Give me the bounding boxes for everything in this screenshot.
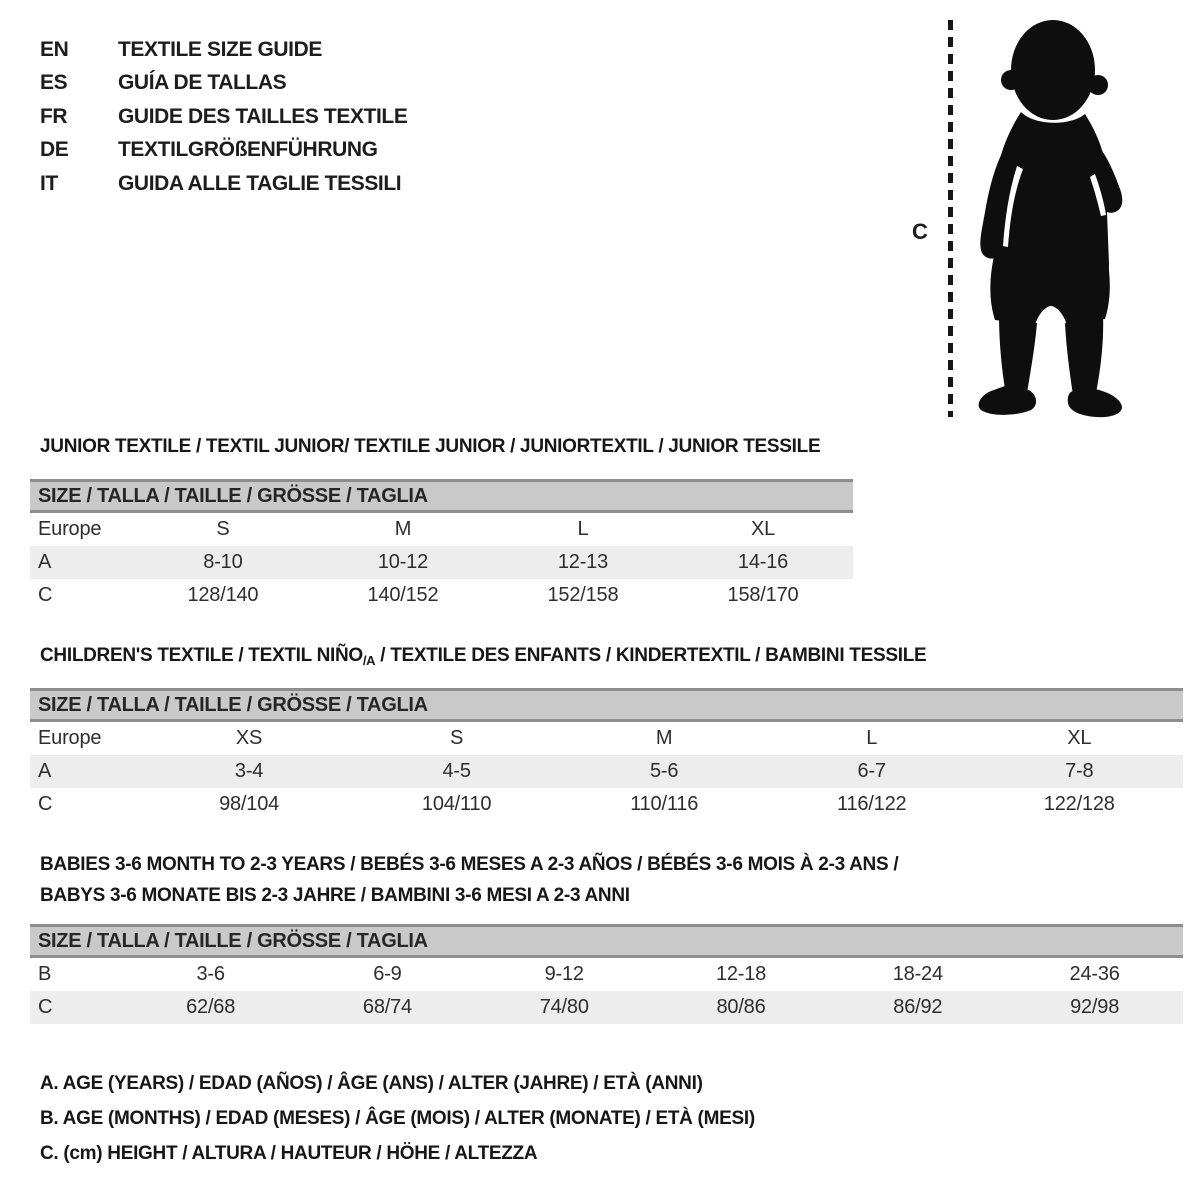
babies-title-line1: BABIES 3-6 MONTH TO 2-3 YEARS / BEBÉS 3-6 MESES A 2-3 AÑOS / BÉBÉS 3-6 MOIS À 2-3 ANS / <box>40 854 899 875</box>
table-row <box>30 991 1183 1024</box>
table-row <box>30 788 1183 821</box>
table-header-label: SIZE / TALLA / TAILLE / GRÖSSE / TAGLIA <box>38 484 428 507</box>
table-header-band <box>30 691 1183 722</box>
children-title-text: / TEXTILE DES ENFANTS / KINDERTEXTIL / BAMBINI TESSILE <box>375 645 927 666</box>
table-cell: 122/128 <box>1043 793 1115 815</box>
table-row <box>30 546 853 579</box>
table-cell: 6-7 <box>857 760 886 782</box>
junior-size-table <box>30 479 853 612</box>
junior-section-title: JUNIOR TEXTILE / TEXTIL JUNIOR/ TEXTILE JUNIOR / JUNIORTEXTIL / JUNIOR TESSILE <box>40 436 821 457</box>
height-measure-label: C <box>912 219 928 244</box>
table-row <box>30 722 1183 755</box>
table-cell: XL <box>750 518 776 540</box>
table-header-band <box>30 482 853 513</box>
language-code: EN <box>40 37 69 61</box>
table-cell: XL <box>1067 727 1092 749</box>
table-cell: 18-24 <box>892 963 943 985</box>
table-cell: 5-6 <box>650 760 679 782</box>
table-header-band <box>30 927 1183 958</box>
babies-title-line2: BABYS 3-6 MONATE BIS 2-3 JAHRE / BAMBINI 3-6 MESI A 2-3 ANNI <box>40 885 630 906</box>
table-cell: 62/68 <box>186 996 236 1018</box>
table-cell: 92/98 <box>1070 996 1120 1018</box>
language-row <box>40 134 407 168</box>
guide-title: TEXTILE SIZE GUIDE <box>118 37 322 61</box>
table-cell: 98/104 <box>219 793 280 815</box>
language-code: IT <box>40 171 58 195</box>
row-label: A <box>38 760 52 782</box>
table-row <box>30 958 1183 991</box>
table-cell: L <box>577 518 589 540</box>
table-cell: S <box>450 727 464 749</box>
table-cell: 128/140 <box>187 584 259 606</box>
table-cell: L <box>866 727 878 749</box>
table-row <box>30 755 1183 788</box>
table-cell: 158/170 <box>727 584 799 606</box>
row-label: A <box>38 551 52 573</box>
table-cell: S <box>216 518 230 540</box>
table-cell: 3-4 <box>234 760 264 782</box>
table-cell: M <box>394 518 412 540</box>
children-title-text: CHILDREN'S TEXTILE / TEXTIL NIÑO <box>40 645 363 666</box>
table-cell: 12-18 <box>715 963 767 985</box>
language-row <box>40 33 407 67</box>
table-cell: 104/110 <box>421 793 492 815</box>
table-cell: 9-12 <box>544 963 584 985</box>
table-cell: XS <box>235 727 263 749</box>
row-label: Europe <box>38 727 102 749</box>
table-cell: 24-36 <box>1069 963 1120 985</box>
language-row <box>40 67 407 101</box>
row-label: C <box>38 996 53 1018</box>
guide-title: GUIDA ALLE TAGLIE TESSILI <box>118 171 402 195</box>
legend-age-years: A. AGE (YEARS) / EDAD (AÑOS) / ÂGE (ANS) / ALTER (JAHRE) / ETÀ (ANNI) <box>40 1072 703 1094</box>
babies-section-title <box>40 849 898 911</box>
toddler-silhouette-image <box>963 16 1137 420</box>
table-cell: 116/122 <box>837 793 907 815</box>
table-cell: 86/92 <box>893 996 943 1018</box>
babies-size-table <box>30 924 1183 1024</box>
table-cell: 140/152 <box>367 584 439 606</box>
legend-height-cm: C. (cm) HEIGHT / ALTURA / HAUTEUR / HÖHE / ALTEZZA <box>40 1142 538 1164</box>
table-cell: 6-9 <box>373 963 402 985</box>
legend-block <box>40 1066 755 1171</box>
language-code: FR <box>40 104 68 128</box>
table-header-label: SIZE / TALLA / TAILLE / GRÖSSE / TAGLIA <box>38 693 428 716</box>
table-cell: 4-5 <box>442 760 471 782</box>
language-row <box>40 100 407 134</box>
language-title-block <box>40 33 407 201</box>
table-cell: 7-8 <box>1065 760 1094 782</box>
table-cell: 152/158 <box>547 584 619 606</box>
table-cell: 110/116 <box>630 793 699 815</box>
guide-title: GUÍA DE TALLAS <box>118 71 287 95</box>
row-label: B <box>38 963 52 985</box>
children-title-subscript: /A <box>362 653 376 668</box>
row-label: C <box>38 584 53 606</box>
table-cell: 10-12 <box>377 551 428 573</box>
table-cell: 12-13 <box>557 551 609 573</box>
height-measure-dashed-line <box>948 20 953 417</box>
children-size-table <box>30 688 1183 821</box>
language-row <box>40 167 407 201</box>
table-cell: 68/74 <box>362 996 412 1018</box>
table-cell: 74/80 <box>539 996 589 1018</box>
table-cell: 80/86 <box>716 996 766 1018</box>
table-row <box>30 579 853 612</box>
children-section-title <box>40 645 926 667</box>
language-code: DE <box>40 138 69 162</box>
table-cell: 3-6 <box>196 963 225 985</box>
language-code: ES <box>40 71 68 95</box>
table-cell: M <box>655 727 673 749</box>
table-cell: 8-10 <box>203 551 243 573</box>
legend-age-months: B. AGE (MONTHS) / EDAD (MESES) / ÂGE (MOIS) / ALTER (MONATE) / ETÀ (MESI) <box>40 1107 755 1129</box>
table-row <box>30 513 853 546</box>
table-cell: 14-16 <box>737 551 789 573</box>
row-label: C <box>38 793 53 815</box>
table-header-label: SIZE / TALLA / TAILLE / GRÖSSE / TAGLIA <box>38 929 428 952</box>
guide-title: GUIDE DES TAILLES TEXTILE <box>118 104 408 128</box>
guide-title: TEXTILGRÖßENFÜHRUNG <box>118 138 378 162</box>
row-label: Europe <box>38 518 102 540</box>
